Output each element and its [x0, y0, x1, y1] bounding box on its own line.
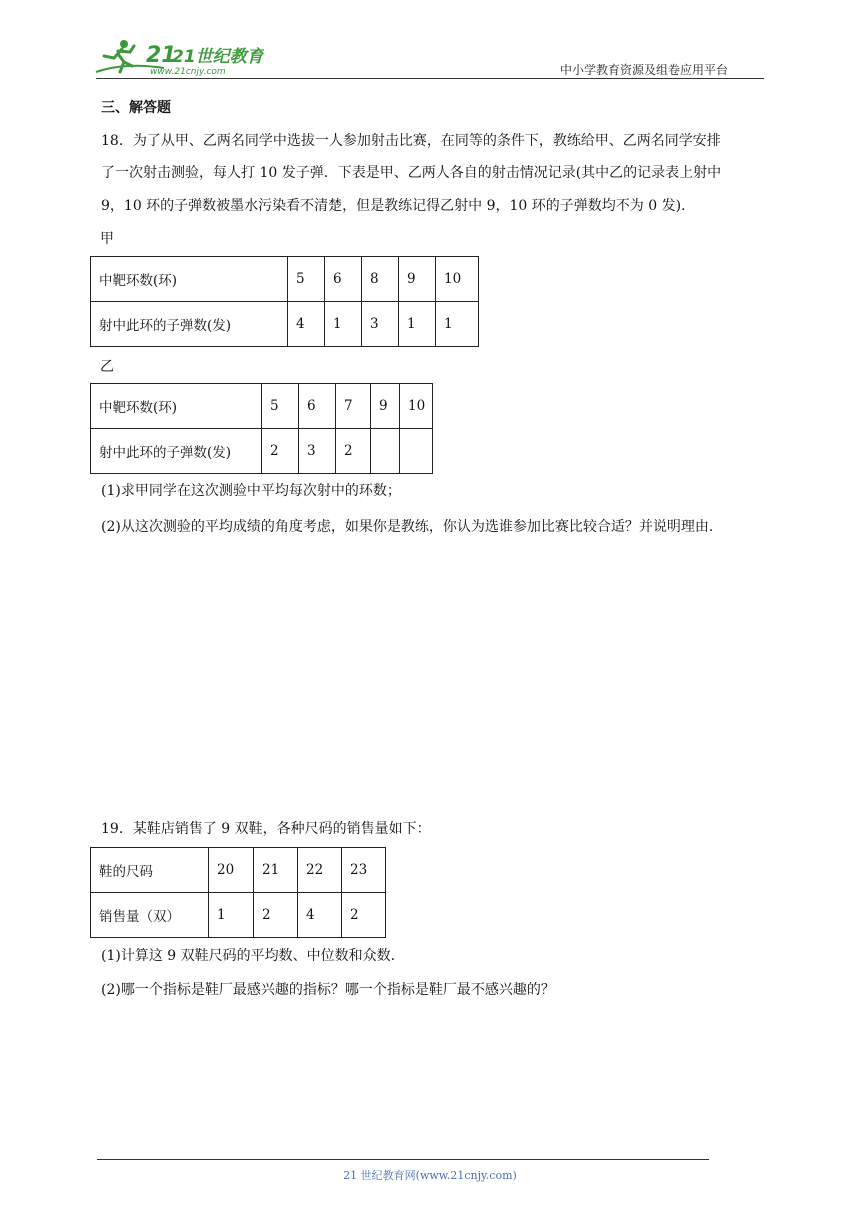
table-yi-label: 乙 — [100, 359, 114, 375]
table-row — [91, 302, 479, 347]
table-cell: 3 — [362, 302, 399, 347]
table-cell: 4 — [288, 302, 325, 347]
table-cell: 销售量（双） — [91, 893, 209, 938]
table-cell: 中靶环数(环) — [91, 257, 288, 302]
table-jia — [90, 256, 479, 347]
q18-sub1: (1)求甲同学在这次测验中平均每次射中的环数； — [101, 483, 401, 499]
q19-intro: 19．某鞋店销售了 9 双鞋，各种尺码的销售量如下： — [101, 821, 431, 837]
table-cell: 6 — [299, 384, 336, 429]
q18-text-line: 了一次射击测验，每人打 10 发子弹．下表是甲、乙两人各自的射击情况记录(其中乙的记录表上射中 — [101, 165, 722, 181]
table-cell: 5 — [288, 257, 325, 302]
table-cell: 21 — [254, 848, 298, 893]
footer-divider — [97, 1159, 709, 1160]
platform-name: 中小学教育资源及组卷应用平台 — [560, 63, 729, 77]
table-cell: 1 — [325, 302, 362, 347]
table-cell: 8 — [362, 257, 399, 302]
table-cell: 2 — [336, 429, 371, 474]
q19-sub1: (1)计算这 9 双鞋尺码的平均数、中位数和众数. — [101, 948, 396, 964]
q18-text-line: 18．为了从甲、乙两名同学中选拔一人参加射击比赛，在同等的条件下，教练给甲、乙两名同学安排 — [101, 133, 721, 149]
table-cell: 射中此环的子弹数(发) — [91, 302, 288, 347]
table-cell: 20 — [209, 848, 254, 893]
table-cell: 10 — [436, 257, 479, 302]
table-cell: 7 — [336, 384, 371, 429]
table-cell: 4 — [298, 893, 342, 938]
table-cell: 射中此环的子弹数(发) — [91, 429, 262, 474]
table-row — [91, 429, 433, 474]
table-row — [91, 893, 386, 938]
table-yi — [90, 383, 433, 474]
table-cell: 1 — [436, 302, 479, 347]
table-cell: 3 — [299, 429, 336, 474]
table-row — [91, 848, 386, 893]
logo-text: 21世纪教育 — [172, 47, 264, 67]
site-logo — [94, 36, 264, 78]
table-cell — [400, 429, 433, 474]
table-cell: 2 — [254, 893, 298, 938]
table-cell: 22 — [298, 848, 342, 893]
table-cell: 1 — [399, 302, 436, 347]
table-shoe-sales — [90, 847, 386, 938]
table-cell: 9 — [399, 257, 436, 302]
svg-text:21: 21 — [146, 43, 177, 68]
header-divider — [96, 78, 764, 79]
table-cell: 10 — [400, 384, 433, 429]
table-cell: 2 — [342, 893, 386, 938]
table-cell: 9 — [371, 384, 400, 429]
table-cell: 1 — [209, 893, 254, 938]
table-cell: 5 — [262, 384, 299, 429]
table-cell: 6 — [325, 257, 362, 302]
q18-text-line: 9，10 环的子弹数被墨水污染看不清楚，但是教练记得乙射中 9，10 环的子弹数均不为 0 发). — [101, 198, 686, 214]
logo-url: www.21cnjy.com — [150, 67, 226, 77]
q19-sub2: (2)哪一个指标是鞋厂最感兴趣的指标？哪一个指标是鞋厂最不感兴趣的？ — [101, 982, 555, 998]
table-cell: 2 — [262, 429, 299, 474]
table-cell — [371, 429, 400, 474]
q18-sub2: (2)从这次测验的平均成绩的角度考虑，如果你是教练，你认为选谁参加比赛比较合适？并说明理由. — [101, 519, 714, 535]
footer-link[interactable]: 21 世纪教育网(www.21cnjy.com) — [343, 1169, 517, 1182]
table-cell: 鞋的尺码 — [91, 848, 209, 893]
table-jia-label: 甲 — [100, 231, 114, 247]
table-cell: 23 — [342, 848, 386, 893]
section-title: 三、解答题 — [101, 100, 171, 116]
table-cell: 中靶环数(环) — [91, 384, 262, 429]
table-row — [91, 384, 433, 429]
table-row — [91, 257, 479, 302]
